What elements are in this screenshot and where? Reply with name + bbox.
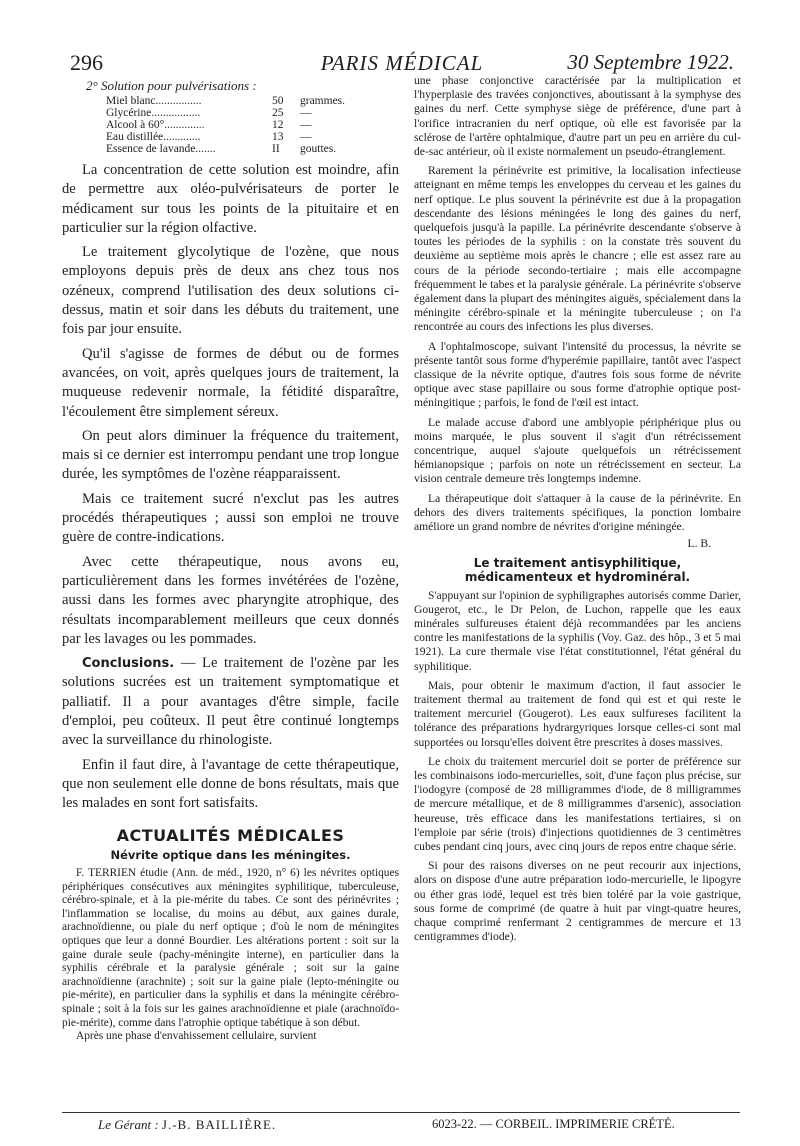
- recipe-row: [106, 95, 345, 107]
- ingredient-qty: II: [272, 143, 280, 155]
- conclusion-label: Conclusions.: [82, 656, 175, 672]
- paragraph: Si pour des raisons diverses on ne peut recourir aux injections, alors on dispose d'une autre préparation iodo-mercurielle, le lipogyre ou éther gras iodé, lequel est très bien toléré par la voie gastrique, sous forme de comprimé (de quatre à huit par vingt-quatre heures, chaque comprimé renfermant 2 centigrammes de mercure et 13 centigrammes d'iode).: [414, 859, 741, 944]
- conclusion-text: — Le traitement de l'ozène par les solutions sucrées est un traitement symptomatique et palliatif. Il a pour avantages d'être simple, facile d'emploi, peu coûteux. Il peut être continué longtemps avec la surveillance du rhinologiste.: [62, 655, 399, 749]
- article-title-line: médicamenteux et hydrominéral.: [464, 569, 691, 584]
- gerant-line: [98, 1117, 276, 1133]
- ingredient-unit: —: [300, 107, 312, 119]
- recipe-table: [106, 95, 345, 155]
- final-paragraph: Enfin il faut dire, à l'avantage de cette thérapeutique, que non seulement elle donne de bons résultats, mais que les malades en sont fort satisfaits.: [62, 756, 399, 812]
- paragraph: La concentration de cette solution est moindre, afin de permettre aux oléo-pulvérisateurs de porter le médicament sur tous les points de la pituitaire et en particulier sur la région olfactive.: [62, 162, 399, 236]
- section-title: ACTUALITÉS MÉDICALES: [116, 825, 345, 845]
- ingredient-name: Eau distillée.............: [106, 131, 201, 143]
- ingredient-name: Glycérine.................: [106, 107, 201, 119]
- article-title: [414, 556, 741, 584]
- paragraph: Qu'il s'agisse de formes de début ou de formes avancées, on voit, après quelques jours de traitement, la muqueuse redevenir normale, la fétidité disparaître, l'écoulement être simplement séreux.: [62, 345, 399, 420]
- paragraph: Le malade accuse d'abord une amblyopie périphérique plus ou moins marquée, le plus souvent il s'agit d'un rétrécissement concentrique, auquel s'ajoute quelquefois un rétrécissement hémianopsique ; parfois on note un rétrécissement en secteur. La vision centrale demeure très longtemps indemne.: [414, 415, 741, 486]
- paragraph: S'appuyant sur l'opinion de syphiligraphes autorisés comme Darier, Gougerot, etc., le Dr Pelon, de Luchon, rappelle que les eaux minérales sulfureuses étaient déjà recommandées par les anciens contre les manifestations de la syphilis (Voy. Gaz. des hôp., 3 et 5 mai 1921). La cure thermale vise l'état constitutionnel, l'état général du syphilitique.: [414, 588, 741, 673]
- ingredient-name: Alcool à 60°..............: [106, 119, 205, 131]
- gerant-name: J.-B. BAILLIÈRE.: [161, 1117, 277, 1132]
- page-number: 296: [70, 50, 103, 75]
- ingredient-unit: —: [300, 131, 312, 143]
- gerant-label: Le Gérant :: [98, 1117, 159, 1132]
- ingredient-qty: 12: [272, 119, 284, 131]
- paragraph: Mais ce traitement sucré n'exclut pas les autres procédés thérapeutiques ; aussi son emploi ne trouve guère de contre-indications.: [62, 490, 399, 546]
- ingredient-name: Miel blanc................: [106, 95, 202, 107]
- paragraph: Le traitement glycolytique de l'ozène, que nous employons depuis près de deux ans chez tous nos ozéneux, comprend l'utilisation des deux solutions ci-dessus, matin et soir dans les débuts du traitement, une fois par jour ensuite.: [62, 244, 399, 338]
- ingredient-unit: grammes.: [300, 95, 346, 107]
- left-column: [62, 74, 399, 1044]
- recipe-row: [106, 143, 345, 155]
- ingredient-unit: gouttes.: [300, 143, 337, 155]
- paragraph: Après une phase d'envahissement cellulaire, survient: [76, 1030, 317, 1043]
- printer-line: 6023-22. — CORBEIL. IMPRIMERIE CRÉTÉ.: [432, 1117, 675, 1131]
- recipe-row: [106, 119, 345, 131]
- ingredient-name: Essence de lavande.......: [106, 143, 216, 155]
- article-subtitle: Névrite optique dans les méningites.: [110, 847, 351, 862]
- page-footer: [62, 1117, 740, 1137]
- ingredient-unit: —: [300, 119, 312, 131]
- ingredient-qty: 13: [272, 131, 284, 143]
- paragraph: On peut alors diminuer la fréquence du traitement, mais si ce dernier est interrompu pendant une trop longue durée, les symptômes de l'ozène réapparaissent.: [62, 427, 399, 483]
- news-article: [62, 867, 399, 1044]
- ingredient-qty: 25: [272, 107, 284, 119]
- issue-date: 30 Septembre 1922.: [567, 50, 734, 74]
- recipe-row: [106, 131, 345, 143]
- footer-rule: [62, 1112, 740, 1113]
- paragraph: Le choix du traitement mercuriel doit se porter de préférence sur les combinaisons iodo-mercurielles, soit, d'une façon plus précise, sur l'iodogyre (composé de 28 milligrammes d'iode, de 8 milligrammes de mercure métallique, et de 8 milligrammes d'arsenic), association heureuse, très efficace dans les manifestations tertiaires, si on l'emploie par série (trois) d'injections quotidiennes de 3 centimètres cubes pendant cinq jours, avec cinq jours de repos entre chaque série.: [414, 754, 741, 853]
- paragraph: Avec cette thérapeutique, nous avons eu, particulièrement dans les formes invétérées de l'ozène, aussi dans les formes avec pharyngite atrophique, des résultats incomparablement meilleurs que ceux donnés par les lavages ou les pommades.: [62, 553, 399, 647]
- journal-title: PARIS MÉDICAL: [320, 51, 484, 75]
- solution-title: 2° Solution pour pulvérisations :: [86, 78, 257, 93]
- paragraph: A l'ophtalmoscope, suivant l'intensité du processus, la névrite se présente tantôt sous forme d'hyperémie papillaire, tantôt avec l'aspect classique de la névrite optique, d'autres fois sous forme de névrite optique avec stase papillaire ou sous forme d'atrophie optique post-méningitique ; parfois, le fond de l'œil est intact.: [414, 339, 741, 410]
- paragraph: Rarement la périnévrite est primitive, la localisation infectieuse atteignant en même temps les enveloppes du cerveau et les gaines du nerf optique. Le plus souvent la périnévrite est due à la propagation descendante des lésions méningées le long des gaines du nerf, quelquefois jusqu'à la papille. La périnévrite descendante s'observe à toutes les périodes de la syphilis : on la constate très souvent du deuxième au septième mois après le chancre ; elle est assez rare au cours de la période secondo-tertiaire ; mais elle accompagne fréquemment le tabes et la paralysie générale. La périnévrite s'observe également dans la plupart des méningites aiguës, spécialement dans la méningite cérébro-spinale et la méningite tuberculeuse ; on l'a rencontrée au cours des infections les plus diverses.: [414, 164, 741, 334]
- paragraph: La thérapeutique doit s'attaquer à la cause de la périnévrite. En dehors des divers traitements spécifiques, la ponction lombaire améliore un grand nombre de névrites d'origine méningée.: [414, 491, 741, 534]
- article-signature: L. B.: [687, 537, 711, 551]
- conclusion-paragraph: [62, 654, 399, 750]
- paragraph: une phase conjonctive caractérisée par la multiplication et l'hyperplasie des travées conjonctives, aboutissant à la symphyse des gaines du nerf. Cette symphyse siège de préférence, d'une part à l'orifice intracranien du nerf optique, où elle est favorisée par la sclérose de l'artère ophtalmique, d'autre part un peu en arrière du cul-de-sac antérieur, où il existe normalement un pseudo-étranglement.: [414, 74, 741, 159]
- paragraph: Mais, pour obtenir le maximum d'action, il faut associer le traitement thermal au traitement de fond qui est et qui reste le traitement mercuriel (Gougerot). Les eaux sulfureses facilitent la tolérance des préparations hydrargyriques lorsque celles-ci sont mal supportées ou lorsqu'elles doivent être prescrites à doses massives.: [414, 678, 741, 749]
- paragraph: F. TERRIEN étudie (Ann. de méd., 1920, n° 6) les névrites optiques périphériques consécutives aux méningites syphilitique, tuberculeuse, cérébro-spinale, et à la pie-mérite du tabes. Ce sont des périnévrites ; l'inflammation se localise, du moins au début, aux gaines durale, arachnoïdienne, ou piale du nerf optique ; d'où le nom de méningites optiques que leur a donné Bourdier. Les altérations portent : soit sur la gaine durale seule (pachy-méningite interne), en particulier dans la syphilis cérébrale et la paralysie générale ; soit sur la gaine arachnoïdienne (arachnite) ; soit sur la gaine piale (lepto-méningite ou pie-mérite), en particulier dans la syphilis et dans la méningite cérébro-spinale ; soit à la fois sur les gaines arachnoïdienne et piale (arachnoïdo-pie-mérite), comme dans l'atrophie optique tabétique à son début.: [62, 867, 399, 1029]
- article-title-line: Le traitement antisyphilitique,: [473, 555, 682, 570]
- recipe-row: [106, 107, 345, 119]
- ingredient-qty: 50: [272, 95, 284, 107]
- right-column: [414, 74, 741, 949]
